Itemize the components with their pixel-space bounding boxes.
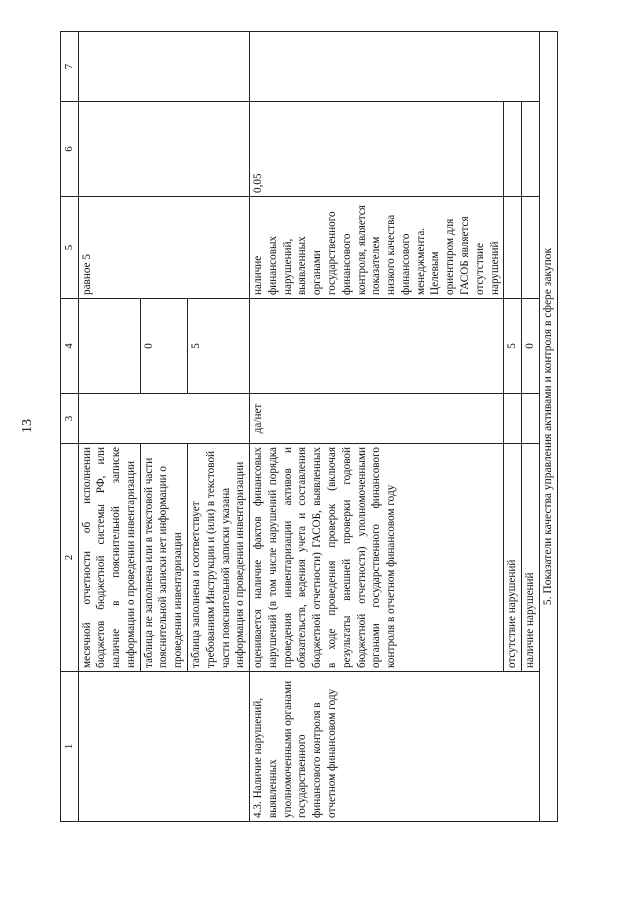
- table-cell-empty: [522, 197, 540, 299]
- table-cell-empty: [504, 394, 522, 444]
- rotated-table-container: [60, 32, 600, 822]
- section-heading-row: [539, 32, 557, 822]
- table-row: [250, 32, 504, 822]
- table-not-filled-option: таблица не заполнена или в текстовой части пояснительной записки нет информации о проведении инвентаризации: [140, 444, 187, 672]
- column-number-4: 4: [61, 299, 79, 394]
- table-cell-empty: [78, 299, 140, 394]
- weight-cell: 0,05: [250, 102, 504, 197]
- indicator-description-cell: оценивается наличие фактов финансовых нарушений (в том числе нарушений порядка проведения инвентаризации активов и обязательств, ведения учета и составления бюджетной отчетности) ГАСОБ, выявленных в ходе проведения проверок (включая результаты внешней проверки годовой бюджетной отчетности) уполномоченными органами государственного финансового контроля в отчетном финансовом году: [250, 444, 504, 672]
- column-number-3: 3: [61, 394, 79, 444]
- table-filled-option: таблица заполнена и соответствует требованиям Инструкции и (или) в текстовой части пояснительной записки указана информация о проведении инвентаризации: [187, 444, 249, 672]
- table-cell-empty: [504, 197, 522, 299]
- table-cell-empty: [522, 102, 540, 197]
- section-heading: 5. Показатели качества управления активами и контроля в сфере закупок: [539, 32, 557, 822]
- indicators-table: [60, 31, 558, 822]
- inventory-info-criterion: месячной отчетности об исполнении бюджетов бюджетной системы РФ, или наличие в пояснительной записке информации о проведении инвентаризации: [78, 444, 140, 672]
- table-cell-empty: [522, 394, 540, 444]
- table-cell-empty: [250, 32, 540, 102]
- score-cell: 5: [187, 299, 249, 394]
- table-cell-empty: [78, 32, 250, 102]
- violations-present-option: наличие нарушений: [522, 444, 540, 672]
- table-cell-empty: [504, 102, 522, 197]
- column-number-row: [61, 32, 79, 822]
- page-number: 13: [20, 419, 35, 433]
- table-cell-empty: [250, 299, 504, 394]
- column-number-1: 1: [61, 672, 79, 822]
- indicator-name-cell: 4.3. Наличие нарушений, выявленных уполномоченными органами государственного финансового контроля в отчетном финансовом году: [250, 672, 540, 822]
- no-violations-option: отсутствие нарушений: [504, 444, 522, 672]
- table-cell-empty: [78, 394, 250, 444]
- value-type-cell: да/нет: [250, 394, 504, 444]
- score-cell: 5: [504, 299, 522, 394]
- table-row: [78, 32, 140, 822]
- column-number-6: 6: [61, 102, 79, 197]
- column-number-7: 7: [61, 32, 79, 102]
- target-value-cell: равное 5: [78, 197, 250, 299]
- score-cell: 0: [522, 299, 540, 394]
- target-value-cell: наличие финансовых нарушений, выявленных органами государственного финансового контроля, является показателем низкого качества финансового менеджмента. Целевым ориентиром для ГАСОБ является отсутствие нарушений: [250, 197, 504, 299]
- column-number-2: 2: [61, 444, 79, 672]
- score-cell: 0: [140, 299, 187, 394]
- table-cell-empty: [78, 672, 250, 822]
- column-number-5: 5: [61, 197, 79, 299]
- table-cell-empty: [78, 102, 250, 197]
